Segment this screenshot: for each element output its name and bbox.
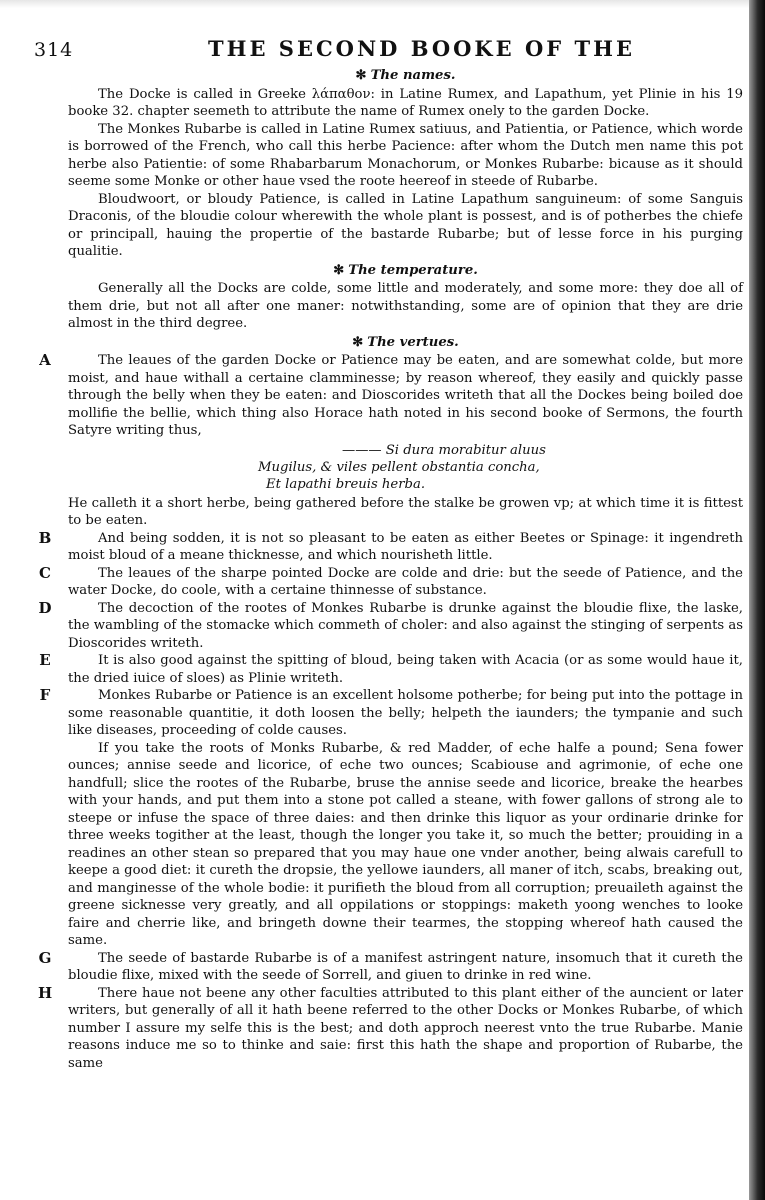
paragraph-names-1: The Docke is called in Greeke λάπαθον: in Latine Rumex, and Lapathum, yet Plinie in his 19 booke 32. chapter seemeth to attribute the name of Rumex onely to the garden Docke. [68,86,743,119]
margin-letter-h: H [38,983,53,1002]
paragraph-names-2: The Monkes Rubarbe is called in Latine Rumex satiuus, and Patientia, or Patience, which worde is borrowed of the French, who call this herbe Pacience: after whom the Dutch men name this pot herbe also Patientie: of some Rhabarbarum Monachorum, or Monkes Rubarbe: bicause as it should seeme some Monke or other haue vsed the roote heereof in steede of Rubarbe. [68,121,743,189]
page-header [34,36,747,61]
paragraph-names-3: Bloudwoort, or bloudy Patience, is called in Latine Lapathum sanguineum: of some Sanguis Draconis, of the bloudie colour wherewith the whole plant is possest, and is of potherbes the chiefe or principall, hauing the propertie of the bastarde Rubarbe; but of lesse force in his purging qualitie. [68,191,743,259]
paragraph-vertue-g: G The seede of bastarde Rubarbe is of a manifest astringent nature, insomuch that it cureth the bloudie flixe, mixed with the seede of Sorrell, and giuen to drinke in red wine. [38,948,743,983]
page-number: 314 [34,39,74,61]
section-heading-vertues: ✻ The vertues. [352,334,459,350]
margin-letter-d: D [38,598,52,617]
verse-line-2: Mugilus, & viles pellent obstantia concha, [258,459,540,475]
ornament-icon: ✻ [352,334,364,350]
ornament-icon: ✻ [333,262,345,278]
scan-top-edge [0,0,765,8]
paragraph-vertue-c: C The leaues of the sharpe pointed Docke are colde and drie: but the seede of Patience, and the water Docke, do coole, with a certaine thinnesse of substance. [39,563,743,598]
paragraph-vertue-a-continued: He calleth it a short herbe, being gathered before the stalke be growen vp; at which time it is fittest to be eaten. [68,495,743,528]
margin-letter-g: G [38,948,52,967]
paragraph-temperature: Generally all the Docks are colde, some little and moderately, and some more: they doe all of them drie, but not all after one maner: notwithstanding, some are of opinion that they are drie almost in the third degree. [68,281,743,331]
verse-quotation [258,442,743,493]
verse-line-3: Et lapathi breuis herba. [266,476,426,492]
scan-right-edge [749,0,765,1200]
paragraph-vertue-d: D The decoction of the rootes of Monkes Rubarbe is drunke against the bloudie flixe, the laske, the wambling of the stomacke which commeth of choler: and also against the stinging of serpents as Dioscorides writeth. [38,598,743,651]
paragraph-vertue-h: H There haue not beene any other faculties attributed to this plant either of the auncient or later writers, but generally of all it hath beene referred to the other Docks or Monkes Rubarbe, of which number I assure my selfe this is the best; and doth approch neerest vnto the true Rubarbe. Manie reasons induce me so to thinke and saie: first this hath the shape and proportion of Rubarbe, the same [38,983,743,1071]
paragraph-vertue-b: B And being sodden, it is not so pleasant to be eaten as either Beetes or Spinage: it ingendreth moist bloud of a meane thicknesse, and which nourisheth little. [38,528,743,563]
margin-letter-c: C [39,563,51,582]
margin-letter-e: E [39,651,51,669]
section-heading-temperature: ✻ The temperature. [333,262,478,278]
paragraph-vertue-f: F Monkes Rubarbe or Patience is an excellent holsome potherbe; for being put into the pottage in some reasonable quantitie, it doth loosen the belly; helpeth the iaunders; the tympanie and such like diseases, proceeding of colde causes. [39,686,743,738]
page-body [34,67,747,1072]
section-heading-names: ✻ The names. [355,68,456,83]
paragraph-vertue-a: A The leaues of the garden Docke or Patience may be eaten, and are somewhat colde, but more moist, and haue withall a certaine clamminesse; by reason whereof, they easily and quickly passe through the belly when they be eaten: and Dioscorides writeth that all the Dockes being boiled doe mollifie the bellie, which thing also Horace hath noted in his second booke of Sermons, the fourth Satyre writing thus, [39,351,743,438]
margin-letter-a: A [39,351,51,369]
paragraph-vertue-e: E It is also good against the spitting of bloud, being taken with Acacia (or as some would haue it, the dried iuice of sloes) as Plinie writeth. [39,651,743,686]
margin-letter-f: F [39,686,51,704]
ornament-icon: ✻ [355,68,367,83]
verse-line-1: ——— Si dura morabitur aluus [342,442,546,458]
margin-letter-b: B [38,528,52,547]
paragraph-vertue-f-recipe: If you take the roots of Monks Rubarbe, & red Madder, of eche halfe a pound; Sena fower ounces; annise seede and licorice, of eche two ounces; Scabiouse and agrimonie, of eche one handfull; slice the rootes of the Rubarbe, bruse the annise seede and licorice, breake the hearbes with your hands, and put them into a stone pot called a steane, with fower gallons of strong ale to steepe or infuse the space of three daies: and then drinke this liquor as your ordinarie drinke for three weeks togither at the least, though the longer you take it, so much the better; prouiding in a readines an other stean so prepared that you may haue one vnder another, being alwais carefull to keepe a good diet: it cureth the dropsie, the yellowe iaunders, all maner of itch, scabs, breaking out, and manginesse of the whole bodie: it purifieth the bloud from all corruption; preuaileth against the greene sicknesse very greatly, and all oppilations or stoppings: maketh yoong wenches to looke faire and cherrie like, and bringeth downe their tearmes, the stopping whereof hath caused the same. [68,740,743,948]
running-title: THE SECOND BOOKE OF THE [208,36,635,61]
